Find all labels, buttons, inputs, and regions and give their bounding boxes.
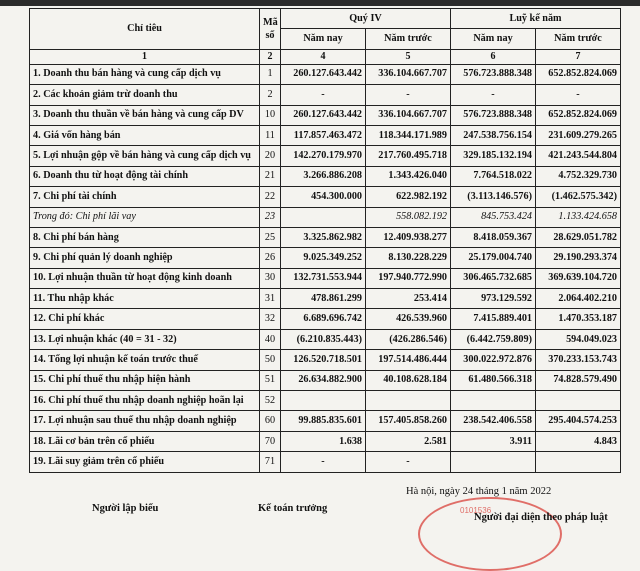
row-value-y-prev	[536, 391, 621, 411]
row-label: 16. Chi phí thuế thu nhập doanh nghiệp hoãn lại	[30, 391, 260, 411]
row-value-q-now: -	[281, 85, 366, 105]
row-value-q-now: 3.266.886.208	[281, 166, 366, 186]
table-row	[30, 411, 621, 431]
row-value-y-prev: 1.470.353.187	[536, 309, 621, 329]
row-value-y-prev: -	[536, 85, 621, 105]
header-code-line2: số	[265, 29, 275, 41]
header-q4-this-year: Năm nay	[281, 29, 366, 49]
row-value-y-prev: 4.752.329.730	[536, 166, 621, 186]
row-value-q-prev: 197.514.486.444	[366, 350, 451, 370]
row-value-q-now: 132.731.553.944	[281, 268, 366, 288]
row-value-q-prev: (426.286.546)	[366, 329, 451, 349]
row-value-y-now: (6.442.759.809)	[451, 329, 536, 349]
company-stamp	[418, 497, 562, 571]
row-label: 15. Chi phí thuế thu nhập hiện hành	[30, 370, 260, 390]
row-value-q-prev: 2.581	[366, 431, 451, 451]
table-row	[30, 85, 621, 105]
row-value-q-now: -	[281, 452, 366, 472]
idx-6: 6	[451, 49, 536, 64]
row-value-y-now	[451, 391, 536, 411]
row-value-y-prev: 1.133.424.658	[536, 207, 621, 227]
legal-rep-label: Người đại diện theo pháp luật	[474, 512, 608, 523]
idx-5: 5	[366, 49, 451, 64]
row-code: 11	[260, 125, 281, 145]
row-value-q-now: 3.325.862.982	[281, 227, 366, 247]
header-ytd-last-year: Năm trước	[536, 29, 621, 49]
table-row	[30, 125, 621, 145]
table-row	[30, 309, 621, 329]
row-label: 3. Doanh thu thuần về bán hàng và cung cấp DV	[30, 105, 260, 125]
row-label: 8. Chi phí bán hàng	[30, 227, 260, 247]
report-date: Hà nội, ngày 24 tháng 1 năm 2022	[406, 486, 552, 497]
row-value-y-prev: 652.852.824.069	[536, 64, 621, 84]
row-value-q-now: 117.857.463.472	[281, 125, 366, 145]
row-code: 51	[260, 370, 281, 390]
row-code: 40	[260, 329, 281, 349]
row-value-q-now: 99.885.835.601	[281, 411, 366, 431]
table-row	[30, 289, 621, 309]
row-value-q-prev: 118.344.171.989	[366, 125, 451, 145]
row-value-q-prev: 558.082.192	[366, 207, 451, 227]
row-code: 31	[260, 289, 281, 309]
row-value-y-now: 306.465.732.685	[451, 268, 536, 288]
table-row	[30, 370, 621, 390]
row-label: 4. Giá vốn hàng bán	[30, 125, 260, 145]
row-label: 1. Doanh thu bán hàng và cung cấp dịch vụ	[30, 64, 260, 84]
table-row	[30, 350, 621, 370]
row-label: 12. Chi phí khác	[30, 309, 260, 329]
row-value-q-prev: 12.409.938.277	[366, 227, 451, 247]
table-row	[30, 329, 621, 349]
row-value-q-prev: 217.760.495.718	[366, 146, 451, 166]
header-index-row	[30, 49, 621, 64]
row-value-q-prev: -	[366, 85, 451, 105]
row-value-q-now: 142.270.179.970	[281, 146, 366, 166]
row-value-y-prev: 421.243.544.804	[536, 146, 621, 166]
row-value-q-now: 26.634.882.900	[281, 370, 366, 390]
row-value-y-prev: 370.233.153.743	[536, 350, 621, 370]
row-label: 2. Các khoản giảm trừ doanh thu	[30, 85, 260, 105]
row-value-y-now: 576.723.888.348	[451, 105, 536, 125]
row-label: 6. Doanh thu từ hoạt động tài chính	[30, 166, 260, 186]
row-label: Trong đó: Chi phí lãi vay	[30, 207, 260, 227]
row-value-q-now: 260.127.643.442	[281, 64, 366, 84]
row-code: 20	[260, 146, 281, 166]
row-value-y-now: 25.179.004.740	[451, 248, 536, 268]
row-code: 71	[260, 452, 281, 472]
row-value-y-now: (3.113.146.576)	[451, 187, 536, 207]
table-row	[30, 391, 621, 411]
header-q4: Quý IV	[281, 9, 451, 29]
row-value-q-now: (6.210.835.443)	[281, 329, 366, 349]
row-value-q-prev: 197.940.772.990	[366, 268, 451, 288]
row-value-q-prev: 157.405.858.260	[366, 411, 451, 431]
row-label: 18. Lãi cơ bản trên cổ phiếu	[30, 431, 260, 451]
row-value-y-now: 7.415.889.401	[451, 309, 536, 329]
idx-2: 2	[260, 49, 281, 64]
row-value-y-now: 238.542.406.558	[451, 411, 536, 431]
chief-accountant-label: Kế toán trưởng	[258, 503, 328, 514]
row-label: 19. Lãi suy giảm trên cổ phiếu	[30, 452, 260, 472]
stamp-text: 0101536	[460, 506, 492, 515]
row-value-q-now: 6.689.696.742	[281, 309, 366, 329]
row-code: 50	[260, 350, 281, 370]
table-row	[30, 207, 621, 227]
row-label: 5. Lợi nhuận gộp về bán hàng và cung cấp dịch vụ	[30, 146, 260, 166]
row-value-y-prev: 652.852.824.069	[536, 105, 621, 125]
header-item: Chỉ tiêu	[30, 9, 260, 50]
row-value-y-prev: 28.629.051.782	[536, 227, 621, 247]
header-row-1	[30, 9, 621, 29]
row-code: 21	[260, 166, 281, 186]
row-value-y-prev: 29.190.293.374	[536, 248, 621, 268]
row-value-q-now	[281, 391, 366, 411]
row-value-q-now: 1.638	[281, 431, 366, 451]
row-label: 13. Lợi nhuận khác (40 = 31 - 32)	[30, 329, 260, 349]
table-row	[30, 187, 621, 207]
row-value-y-now: 576.723.888.348	[451, 64, 536, 84]
row-value-q-now: 478.861.299	[281, 289, 366, 309]
row-code: 70	[260, 431, 281, 451]
row-code: 60	[260, 411, 281, 431]
row-label: 10. Lợi nhuận thuần từ hoạt động kinh doanh	[30, 268, 260, 288]
row-value-q-prev: 426.539.960	[366, 309, 451, 329]
row-label: 9. Chi phí quản lý doanh nghiệp	[30, 248, 260, 268]
row-code: 30	[260, 268, 281, 288]
row-label: 7. Chi phí tài chính	[30, 187, 260, 207]
header-code	[260, 9, 281, 50]
row-value-q-now	[281, 207, 366, 227]
row-value-q-now: 126.520.718.501	[281, 350, 366, 370]
row-label: 14. Tổng lợi nhuận kế toán trước thuế	[30, 350, 260, 370]
table-row	[30, 105, 621, 125]
table-row	[30, 227, 621, 247]
row-value-y-now: 973.129.592	[451, 289, 536, 309]
row-value-y-now	[451, 452, 536, 472]
row-value-q-now: 454.300.000	[281, 187, 366, 207]
row-value-y-prev: 369.639.104.720	[536, 268, 621, 288]
row-value-y-now: 61.480.566.318	[451, 370, 536, 390]
row-value-q-now: 260.127.643.442	[281, 105, 366, 125]
table-row	[30, 431, 621, 451]
row-value-y-prev: 4.843	[536, 431, 621, 451]
row-value-y-prev: 2.064.402.210	[536, 289, 621, 309]
row-value-y-now: 845.753.424	[451, 207, 536, 227]
table-row	[30, 146, 621, 166]
header-ytd: Luỹ kế năm	[451, 9, 621, 29]
row-code: 1	[260, 64, 281, 84]
header-q4-last-year: Năm trước	[366, 29, 451, 49]
row-value-y-prev	[536, 452, 621, 472]
top-dark-bar	[0, 0, 640, 6]
row-value-q-prev	[366, 391, 451, 411]
table-row	[30, 166, 621, 186]
table-row	[30, 64, 621, 84]
row-value-q-now: 9.025.349.252	[281, 248, 366, 268]
row-code: 2	[260, 85, 281, 105]
idx-7: 7	[536, 49, 621, 64]
row-value-y-now: 8.418.059.367	[451, 227, 536, 247]
row-value-y-now: 300.022.972.876	[451, 350, 536, 370]
row-value-y-now: -	[451, 85, 536, 105]
row-value-q-prev: 253.414	[366, 289, 451, 309]
row-value-y-now: 247.538.756.154	[451, 125, 536, 145]
row-value-y-now: 3.911	[451, 431, 536, 451]
row-code: 10	[260, 105, 281, 125]
row-code: 52	[260, 391, 281, 411]
row-value-y-prev: 74.828.579.490	[536, 370, 621, 390]
row-value-y-prev: (1.462.575.342)	[536, 187, 621, 207]
row-label: 11. Thu nhập khác	[30, 289, 260, 309]
row-value-q-prev: 336.104.667.707	[366, 64, 451, 84]
table-row	[30, 248, 621, 268]
idx-1: 1	[30, 49, 260, 64]
row-value-q-prev: -	[366, 452, 451, 472]
row-value-q-prev: 1.343.426.040	[366, 166, 451, 186]
row-value-q-prev: 40.108.628.184	[366, 370, 451, 390]
row-code: 25	[260, 227, 281, 247]
row-value-y-now: 7.764.518.022	[451, 166, 536, 186]
header-ytd-this-year: Năm nay	[451, 29, 536, 49]
income-statement-table	[29, 8, 621, 473]
row-value-q-prev: 622.982.192	[366, 187, 451, 207]
table-row	[30, 268, 621, 288]
row-code: 23	[260, 207, 281, 227]
row-code: 26	[260, 248, 281, 268]
preparer-label: Người lập biểu	[92, 503, 159, 514]
row-value-y-now: 329.185.132.194	[451, 146, 536, 166]
row-value-q-prev: 336.104.667.707	[366, 105, 451, 125]
row-value-y-prev: 594.049.023	[536, 329, 621, 349]
row-value-q-prev: 8.130.228.229	[366, 248, 451, 268]
row-label: 17. Lợi nhuận sau thuế thu nhập doanh nghiệp	[30, 411, 260, 431]
row-value-y-prev: 231.609.279.265	[536, 125, 621, 145]
row-code: 32	[260, 309, 281, 329]
row-value-y-prev: 295.404.574.253	[536, 411, 621, 431]
idx-4: 4	[281, 49, 366, 64]
table-row	[30, 452, 621, 472]
header-code-line1: Mã	[263, 16, 278, 28]
row-code: 22	[260, 187, 281, 207]
